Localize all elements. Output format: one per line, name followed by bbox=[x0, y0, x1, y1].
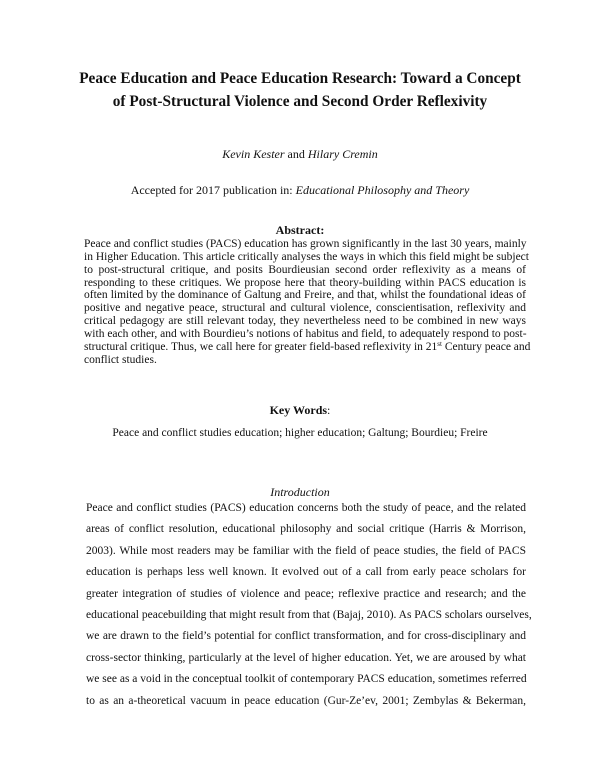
keywords-heading bbox=[0, 402, 600, 418]
body-line: to as an a-theoretical vacuum in peace education (Gur-Ze’ev, 2001; Zembylas & Bekerman, bbox=[86, 694, 526, 707]
abstract-line: responding to these critiques. We propose here that theory-building within PACS education is bbox=[84, 276, 526, 289]
body-line: greater integration of studies of violence and peace; reflexive practice and research; and the bbox=[86, 587, 526, 600]
keywords-heading-colon: : bbox=[327, 403, 331, 417]
author-line bbox=[0, 146, 600, 162]
title-line: Peace Education and Peace Education Research: Toward a Concept bbox=[79, 70, 521, 87]
publication-note bbox=[0, 182, 600, 198]
abstract-line-tail: Century peace and bbox=[441, 340, 531, 353]
keywords-list: Peace and conflict studies education; higher education; Galtung; Bourdieu; Freire bbox=[112, 427, 488, 439]
body-line: educational peacebuilding that might result from that (Bajaj, 2010). As PACS scholars ourselves, bbox=[86, 608, 532, 621]
abstract-line: in Higher Education. This article critically analyses the ways in which this field might be subject bbox=[84, 250, 529, 263]
abstract-line: positive and negative peace, structural and cultural violence, conscientisation, reflexivity and bbox=[84, 302, 526, 315]
paper-title bbox=[60, 68, 540, 113]
body-line: Peace and conflict studies (PACS) education concerns both the study of peace, and the related bbox=[86, 502, 526, 514]
abstract-line: conflict studies. bbox=[84, 353, 157, 366]
keywords-heading-text: Key Words bbox=[269, 403, 328, 417]
publication-prefix: Accepted for 2017 publication in: bbox=[130, 183, 293, 197]
body-line: 2003). While most readers may be familiar with the field of peace studies, the field of PACS bbox=[86, 544, 526, 557]
abstract-heading: Abstract: bbox=[275, 223, 325, 237]
abstract-line bbox=[84, 339, 531, 354]
author-name: Hilary Cremin bbox=[307, 147, 378, 161]
body-line: education is perhaps less well known. It evolved out of a call from early peace scholars for bbox=[86, 566, 526, 579]
abstract-line: with each other, and with Bourdieu’s notions of habitus and field, to adequately respond to post- bbox=[84, 327, 527, 340]
body-line: cross-sector thinking, particularly at the level of higher education. Yet, we are aroused by what bbox=[86, 651, 526, 664]
ordinal-suffix: st bbox=[437, 339, 442, 348]
title-line: of Post-Structural Violence and Second Order Reflexivity bbox=[112, 92, 488, 110]
section-heading-introduction: Introduction bbox=[270, 485, 330, 499]
abstract-line: Peace and conflict studies (PACS) education has grown significantly in the last 30 years, mainly bbox=[84, 238, 527, 250]
body-line: we are drawn to the field’s potential for conflict transformation, and for cross-disciplinary and bbox=[86, 630, 526, 643]
body-line: areas of conflict resolution, educational philosophy and social critique (Harris & Morrison, bbox=[86, 523, 526, 536]
author-conjunction: and bbox=[287, 147, 305, 161]
abstract-line: often limited by the dominance of Galtung and Freire, and that, whilst the foundational ideas of bbox=[84, 289, 526, 302]
abstract-line: to post-structural critique, and posits Bourdieusian second order reflexivity as a means of bbox=[84, 263, 526, 276]
abstract-text bbox=[84, 238, 531, 366]
journal-name: Educational Philosophy and Theory bbox=[295, 183, 470, 197]
abstract-line: critical pedagogy are still relevant today, they nevertheless need to be combined in new ways bbox=[84, 315, 526, 328]
abstract-line-text: structural critique. Thus, we call here for greater field-based reflexivity in 21 bbox=[84, 340, 438, 353]
body-line: we see as a void in the conceptual toolkit of contemporary PACS education, sometimes referred bbox=[86, 673, 527, 686]
introduction-body bbox=[86, 498, 532, 712]
author-name: Kevin Kester bbox=[222, 147, 285, 161]
